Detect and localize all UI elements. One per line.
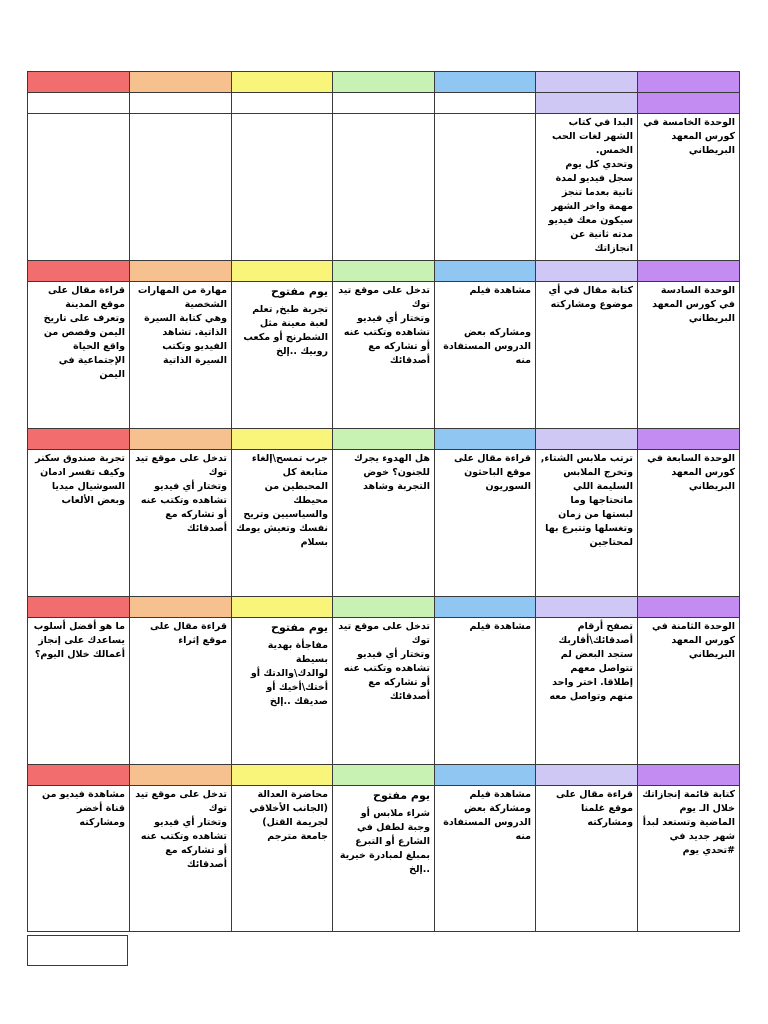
unit-text: الوحدة السابعة في كورس المعهد البريطاني: [647, 453, 735, 492]
color-cell: [232, 72, 333, 93]
task-text: تدخل على موقع تيد توك وتختار أي فيديو تشاهده وتكتب عنه أو تشاركه مع أصدقائك: [135, 789, 227, 870]
color-cell: [536, 765, 638, 786]
task-text: شراء ملابس أو وجبة لطفل في الشارع أو التبرع بمبلغ لمبادرة خيرية ..إلخ: [339, 808, 430, 875]
task-text: تدخل على موقع تيد توك وتختار أي فيديو تشاهده وتكتب عنه أو تشاركه مع أصدقائك: [135, 453, 227, 534]
color-cell: [435, 429, 536, 450]
open-day-title: يوم مفتوح: [373, 789, 430, 802]
color-cell: [638, 597, 740, 618]
day-cell: [28, 114, 130, 261]
color-cell: [130, 261, 232, 282]
task-text: قراءة مقال على موقع المدينة وتعرف على تاريخ اليمن وقصص من واقع الحياة الإجتماعية في اليمن: [43, 285, 125, 380]
spacer-row: [28, 93, 740, 114]
day-cell: [130, 114, 232, 261]
task-text: تجربة طبخ, تعلم لعبة معينة مثل الشطرنج أو مكعب روبيك ..إلخ: [243, 304, 328, 357]
task-text: ترتب ملابس الشتاء, وتخرج الملابس السليمة اللي ماتحتاجها وما لبستها من زمان وتغسلها وتتبرع بها لمحتاجين: [540, 453, 633, 548]
color-cell: [28, 765, 130, 786]
color-cell: [232, 765, 333, 786]
day-cell: [28, 450, 130, 597]
day-cell: [232, 282, 333, 429]
unit-text: الوحدة الخامسة في كورس المعهد البريطاني: [643, 117, 735, 156]
task-text: هل الهدوء يجرك للجنون؟ خوض التجربة وشاهد: [353, 453, 430, 492]
day-cell: [536, 450, 638, 597]
task-text: ما هو أفضل أسلوب يساعدك على إنجاز أعمالك خلال اليوم؟: [33, 621, 125, 660]
week-row-9: [28, 786, 740, 932]
week-row-6: [28, 282, 740, 429]
color-cell: [130, 72, 232, 93]
color-cell: [638, 261, 740, 282]
task-text: تجربة صندوق سكنر وكيف تفسر ادمان السوشيال ميديا وبعض الألعاب: [35, 453, 125, 506]
day-cell: [130, 450, 232, 597]
week-row-5: [28, 114, 740, 261]
color-cell: [536, 261, 638, 282]
day-cell: [435, 618, 536, 765]
day-cell: [435, 786, 536, 932]
color-cell: [232, 429, 333, 450]
task-text: كتابة مقال في أي موضوع ومشاركته: [548, 285, 633, 310]
day-cell: [28, 618, 130, 765]
task-text: تدخل على موقع تيد توك وتختار أي فيديو تشاهده وتكتب عنه أو تشاركه مع أصدقائك: [338, 285, 430, 366]
task-text: تدخل على موقع تيد توك وتختار أي فيديو تشاهده وتكتب عنه أو تشاركه مع أصدقائك: [338, 621, 430, 702]
color-cell: [130, 429, 232, 450]
task-text: كتابة قائمة إنجازاتك خلال الـ يوم الماضية وتستعد لبدأ شهر جديد في #تحدي يوم: [642, 789, 735, 856]
day-cell: [28, 282, 130, 429]
day-cell: [232, 114, 333, 261]
color-cell: [28, 597, 130, 618]
color-cell: [333, 429, 435, 450]
color-row: [28, 72, 740, 93]
color-cell: [333, 597, 435, 618]
color-cell: [28, 429, 130, 450]
color-cell: [28, 261, 130, 282]
day-cell: [536, 282, 638, 429]
day-cell: [232, 618, 333, 765]
empty-trailing-cell: [27, 935, 128, 966]
task-text: محاضرة العدالة (الجانب الأخلاقي لجريمة القتل) جامعة مترجم: [249, 789, 328, 842]
color-cell: [536, 72, 638, 93]
color-cell: [333, 72, 435, 93]
color-cell: [232, 597, 333, 618]
task-text: قراءة مقال على موقع غلمنا ومشاركته: [556, 789, 633, 828]
task-text: مفاجأة بهدية بسيطة لوالدك\والدتك أو أختك\أخيك أو صديقك ..إلخ: [250, 640, 328, 707]
color-cell: [333, 765, 435, 786]
day-cell: [28, 786, 130, 932]
color-row: [28, 429, 740, 450]
color-cell: [232, 261, 333, 282]
spacer-cell: [28, 93, 130, 114]
day-cell: [333, 450, 435, 597]
unit-cell: [638, 618, 740, 765]
color-row: [28, 597, 740, 618]
unit-text: الوحدة السادسة في كورس المعهد البريطاني: [652, 285, 735, 324]
week-row-8: [28, 618, 740, 765]
spacer-cell: [435, 93, 536, 114]
task-text: البدا في كتاب الشهر لغات الحب الخمس. وتحدي كل يوم سجل فيديو لمدة ثانية بعدما تنجز مهمة واخر الشهر سيكون معك فيديو مدته ثانية عن انجازاتك: [548, 117, 633, 254]
task-text: مشاهدة فيلم ومشاركه بعض الدروس المستفادة منه: [443, 285, 531, 366]
day-cell: [536, 618, 638, 765]
color-cell: [638, 72, 740, 93]
task-text: مشاهدة فيديو من قناة أخضر ومشاركته: [42, 789, 125, 828]
day-cell: [435, 450, 536, 597]
challenge-calendar-table: [27, 71, 740, 932]
spacer-cell: [232, 93, 333, 114]
unit-text: الوحدة الثامنة في كورس المعهد البريطاني: [652, 621, 735, 660]
day-cell: [333, 618, 435, 765]
color-cell: [435, 765, 536, 786]
color-cell: [536, 597, 638, 618]
color-cell: [536, 429, 638, 450]
color-cell: [435, 72, 536, 93]
color-cell: [130, 765, 232, 786]
color-cell: [638, 765, 740, 786]
open-day-title: يوم مفتوح: [271, 621, 328, 634]
task-text: جرب تمسح\إلغاء متابعة كل المحبطين من محيطك والسياسيين وتريح نفسك وتعيش يومك بسلام: [236, 453, 328, 548]
day-cell: [130, 282, 232, 429]
day-cell: [130, 618, 232, 765]
unit-cell: [638, 450, 740, 597]
task-text: تصفح أرقام أصدقائك\أقاربك ستجد البعض لم تتواصل معهم إطلاقا. اختر واحد منهم وتواصل معه: [549, 621, 633, 702]
day-cell: [232, 786, 333, 932]
day-cell: [435, 282, 536, 429]
color-cell: [435, 597, 536, 618]
open-day-title: يوم مفتوح: [271, 285, 328, 298]
day-cell: [333, 786, 435, 932]
day-cell: [232, 450, 333, 597]
color-row: [28, 765, 740, 786]
day-cell: [536, 786, 638, 932]
task-text: مشاهدة فيلم ومشاركة بعض الدروس المستفادة منه: [443, 789, 531, 842]
color-cell: [638, 429, 740, 450]
task-text: مهارة من المهارات الشخصية وهي كتابة السيرة الذاتية. تشاهد الفيديو وتكتب السيرة الذاتية: [137, 285, 227, 366]
color-row: [28, 261, 740, 282]
task-text: مشاهدة فيلم: [469, 621, 531, 632]
day-cell: [638, 786, 740, 932]
day-cell: [333, 282, 435, 429]
spacer-cell-colored: [638, 93, 740, 114]
day-cell: [333, 114, 435, 261]
unit-cell: [638, 114, 740, 261]
color-cell: [28, 72, 130, 93]
spacer-cell-colored: [536, 93, 638, 114]
task-text: قراءة مقال على موقع إثراء: [150, 621, 227, 646]
task-text: قراءة مقال على موقع الباحثون السوريون: [454, 453, 531, 492]
day-cell: [536, 114, 638, 261]
color-cell: [435, 261, 536, 282]
day-cell: [435, 114, 536, 261]
spacer-cell: [333, 93, 435, 114]
unit-cell: [638, 282, 740, 429]
color-cell: [333, 261, 435, 282]
week-row-7: [28, 450, 740, 597]
color-cell: [130, 597, 232, 618]
day-cell: [130, 786, 232, 932]
spacer-cell: [130, 93, 232, 114]
